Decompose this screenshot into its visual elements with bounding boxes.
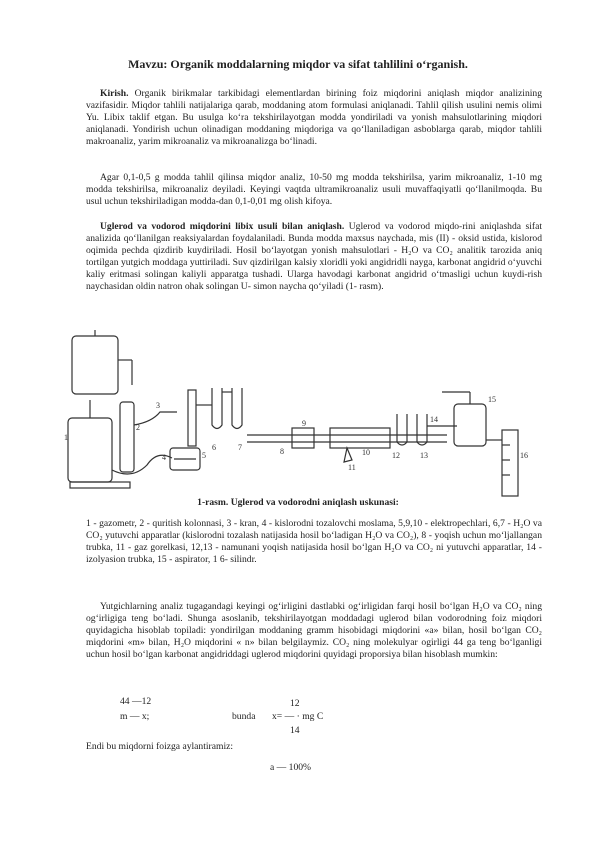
figure-caption: 1-rasm. Uglerod va vodorodni aniqlash uskunasi: bbox=[197, 497, 399, 508]
bunda-word: bunda bbox=[232, 711, 256, 722]
intro-lead: Kirish. bbox=[100, 88, 129, 99]
fraction-denominator: 14 bbox=[290, 725, 300, 736]
paragraph-2: Agar 0,1-0,5 g modda tahlil qilinsa miqdor analiz, 10-50 mg modda tekshirilsa, yarim mikroanaliz, 1-10 mg modda tekshirilsa, mikroanaliz deyiladi. Keyingi vaqtda ultramikroanaliz usuli muvaffaqiyatli qo‘llanilmoqda. Bu usul uchun tekshiriladigan modda-dan 0,1-0,01 mg olish kifoya. bbox=[86, 172, 542, 207]
label-7: 7 bbox=[238, 443, 242, 452]
base-stand bbox=[70, 482, 130, 488]
label-8: 8 bbox=[280, 447, 284, 456]
proportion-line-1: 44 —12 bbox=[120, 696, 152, 707]
oven-5 bbox=[188, 390, 196, 446]
label-2: 2 bbox=[136, 423, 140, 432]
section-text: Uglerod va vodorod miqdo-rini aniqlashda sifat analizida qo‘llanilgan reaksiyalardan foydalaniladi. Bunda modda maxsus naychada, mis (II) - oksid ustida, kislorod oqimida pechda qizdirib kuydiriladi. Hosil bo‘layotgan yonish mahsulotlari - H₂O va CO₂ analitik tarozida aniq tortilgan yutgich moddaga yuttiriladi. Suv qizdirilgan kalsiy xloridli yoki angidridli nayga, karbonat angidrid o‘yuvchi kaliy eritmasi solingan kaliyli apparatga tushadi. Ularga havodagi karbonat angidrid o‘tmasligi uchun kuydi-rish naychasidan oldin natron ohak solingan U- simon naycha qo‘yiladi (1- rasm). bbox=[86, 221, 542, 292]
label-16: 16 bbox=[520, 451, 528, 460]
measuring-cylinder bbox=[502, 430, 518, 496]
oven-10 bbox=[330, 428, 390, 448]
label-10: 10 bbox=[362, 448, 370, 457]
figure-legend: 1 - gazometr, 2 - quritish kolonnasi, 3 - kran, 4 - kislorodni tozalovchi moslama, 5,9,10 - elektropechlari, 6,7 - H₂O va CO₂ yutuvchi apparatlar (kislorodni tozalash natijasida hosil bo‘ladigan H₂O va CO₂), 8 - yoqish uchun mo‘ljallangan trubka, 11 - gaz gorelkasi, 12,13 - namunani yoqish natijasida hosil bo‘lgan H₂O va CO₂ ni yutuvchi apparatlar, 14 - izolyasion trubka, 15 - aspirator, 1 6- silindr. bbox=[86, 518, 542, 565]
gasometer-bottle bbox=[68, 418, 112, 482]
page-title: Mavzu: Organik moddalarning miqdor va sifat tahlilini o‘rganish. bbox=[128, 57, 468, 71]
gas-burner bbox=[344, 448, 352, 462]
label-3: 3 bbox=[156, 401, 160, 410]
upper-bottle bbox=[72, 336, 118, 394]
aspirator bbox=[454, 404, 486, 446]
percent-formula: a — 100% bbox=[270, 762, 312, 773]
label-4: 4 bbox=[162, 453, 166, 462]
label-13: 13 bbox=[420, 451, 428, 460]
label-9: 9 bbox=[302, 419, 306, 428]
label-15: 15 bbox=[488, 395, 496, 404]
label-14: 14 bbox=[430, 415, 438, 424]
apparatus-figure bbox=[62, 330, 532, 500]
section-heading: Uglerod va vodorod miqdorini libix usuli bilan aniqlash. bbox=[100, 221, 345, 232]
proportion-line-2: m — x; bbox=[120, 711, 150, 722]
label-5: 5 bbox=[202, 451, 206, 460]
oven-9 bbox=[292, 428, 314, 448]
label-1: 1 bbox=[64, 433, 68, 442]
paragraph-4: Yutgichlarning analiz tugagandagi keyingi og‘irligini dastlabki og‘irligidan farqi hosil bo‘lgan H₂O va CO₂ ning og‘irligiga teng bo‘ladi. Shunga asoslanib, tekshirilayotgan moddadagi uglerod bilan vodorodning foiz miqdori quyidagicha hisoblab topiladi: yondirilgan moddaning gramm hisobidagi miqdorini «a» bilan, hosil bo‘lgan CO₂ miqdorini «m» bilan, H₂O miqdorini « n» bilan belgilaymiz. CO₂ ning molekulyar ogirligi 44 ga teng bo‘lganligi uchun hosil bo‘lgan karbonat angidriddagi uglerod miqdorini quyidagi proporsiya bilan hisoblash mumkin: bbox=[86, 601, 542, 660]
intro-paragraph bbox=[86, 88, 542, 148]
label-12: 12 bbox=[392, 451, 400, 460]
paragraph-3 bbox=[86, 221, 542, 293]
fraction-numerator: 12 bbox=[290, 698, 300, 709]
label-6: 6 bbox=[212, 443, 216, 452]
x-expression: x= — · mg C bbox=[272, 711, 324, 722]
paragraph-5: Endi bu miqdorni foizga aylantiramiz: bbox=[86, 741, 234, 752]
label-11: 11 bbox=[348, 463, 356, 472]
intro-text: Organik birikmalar tarkibidagi elementlardan birining foiz miqdorini aniqlash miqdor analizining vazifasidir. Miqdor tahlili natijalariga qarab, moddaning atom formulasi aniqlanadi. Tahlil qilish usulini nemis olimi Yu. Libix taklif etgan. Bu usulga ko‘ra tekshirilayotgan modda yondiriladi va yonish mahsulotlarining miqdori aniqlanadi. Yondirish uchun olinadigan moddaning miqdoriga va qo‘llaniladigan asboblarga qarab, miqdor tahlili makroanaliz, yarim mikroanaliz va mikroanalizga bo‘linadi. bbox=[86, 88, 542, 147]
drying-column bbox=[120, 402, 134, 472]
